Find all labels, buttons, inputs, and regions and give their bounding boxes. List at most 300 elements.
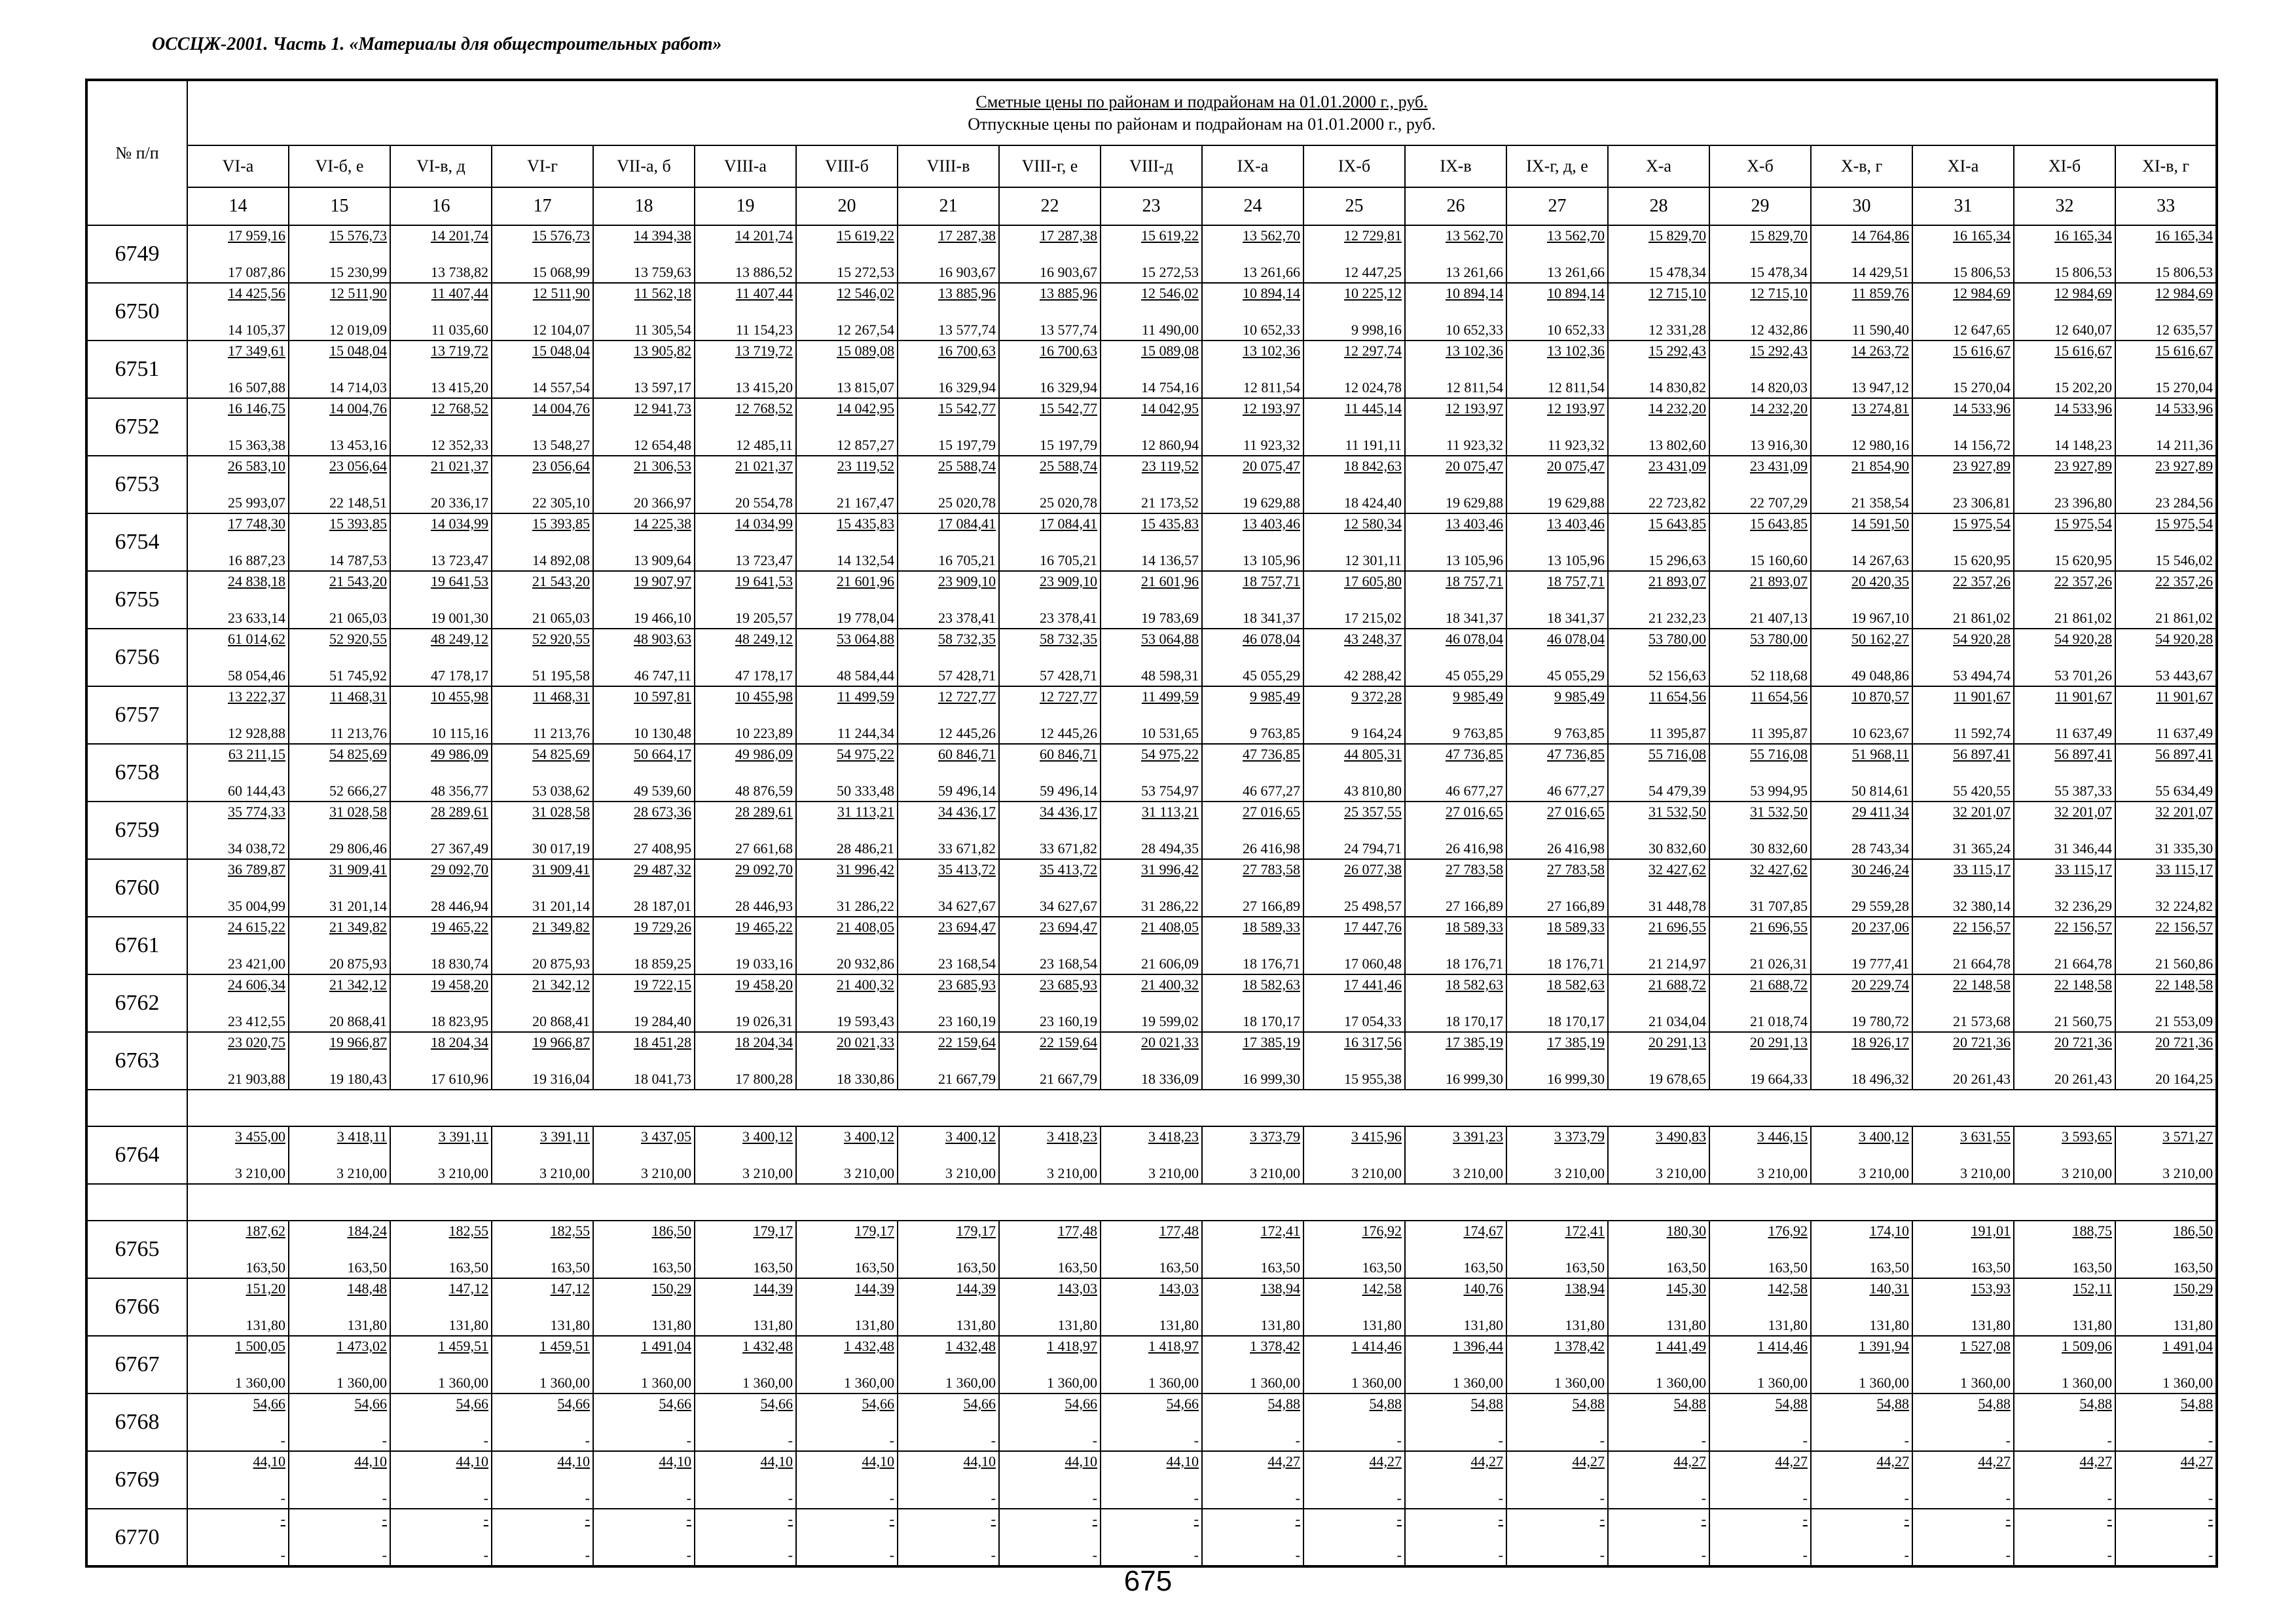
price-cell xyxy=(2014,456,2115,513)
price-cell xyxy=(1709,1393,1811,1451)
estimated-price: 51 968,11 xyxy=(1851,746,1909,762)
price-cell xyxy=(1811,571,1912,629)
estimated-price: 12 768,52 xyxy=(735,400,793,416)
estimated-price: 56 897,41 xyxy=(2155,746,2214,762)
wholesale-price: 1 360,00 xyxy=(337,1375,387,1391)
price-cell xyxy=(796,917,898,974)
price-cell xyxy=(492,917,593,974)
price-cell xyxy=(1912,974,2014,1032)
wholesale-price: - xyxy=(2208,1547,2214,1563)
estimated-price: 13 102,36 xyxy=(1243,342,1300,359)
wholesale-price: 21 861,02 xyxy=(1953,610,2011,626)
price-cell xyxy=(796,283,898,341)
estimated-price: 44,10 xyxy=(1166,1453,1199,1469)
estimated-price: 19 907,97 xyxy=(634,573,691,589)
estimated-price: 54,88 xyxy=(1876,1395,1909,1412)
price-cell xyxy=(1608,744,1709,802)
price-cell xyxy=(593,571,695,629)
estimated-price: 18 589,33 xyxy=(1243,919,1300,935)
estimated-price: 191,01 xyxy=(1971,1223,2011,1239)
estimated-price: 9 985,49 xyxy=(1554,688,1605,705)
wholesale-price: 48 598,31 xyxy=(1141,667,1199,684)
estimated-price: 31 909,41 xyxy=(532,861,590,877)
wholesale-price: 3 210,00 xyxy=(1047,1165,1097,1181)
estimated-price: 176,92 xyxy=(1362,1223,1402,1239)
wholesale-price: 163,50 xyxy=(448,1259,488,1276)
wholesale-price: 26 416,98 xyxy=(1446,840,1503,857)
price-cell xyxy=(390,917,492,974)
wholesale-price: 12 811,54 xyxy=(1547,379,1605,396)
estimated-price: 31 028,58 xyxy=(532,803,590,820)
price-cell xyxy=(1101,1509,1202,1566)
price-cell xyxy=(1202,744,1303,802)
price-cell xyxy=(2014,686,2115,744)
price-cell xyxy=(1101,1336,1202,1393)
estimated-price: 44,10 xyxy=(862,1453,894,1469)
wholesale-price: 33 671,82 xyxy=(1040,840,1097,857)
estimated-price: 10 455,98 xyxy=(735,688,793,705)
wholesale-price: 12 928,88 xyxy=(228,725,285,741)
wholesale-price: 46 677,27 xyxy=(1446,783,1503,799)
price-cell xyxy=(1405,283,1506,341)
estimated-price: 27 783,58 xyxy=(1446,861,1503,877)
wholesale-price: 10 531,65 xyxy=(1141,725,1199,741)
wholesale-price: 21 167,47 xyxy=(837,494,894,511)
wholesale-price: - xyxy=(889,1490,894,1506)
wholesale-price: 3 210,00 xyxy=(2062,1165,2112,1181)
price-cell xyxy=(1811,1032,1912,1090)
estimated-price: 3 373,79 xyxy=(1250,1128,1300,1145)
wholesale-price: 14 267,63 xyxy=(1851,552,1909,568)
price-cell xyxy=(1202,341,1303,398)
wholesale-price: 12 352,33 xyxy=(431,437,488,453)
wholesale-price: 60 144,43 xyxy=(228,783,285,799)
estimated-price: 184,24 xyxy=(347,1223,387,1239)
wholesale-price: 9 763,85 xyxy=(1554,725,1605,741)
wholesale-price: 27 166,89 xyxy=(1243,898,1300,914)
wholesale-price: 21 861,02 xyxy=(2054,610,2112,626)
price-cell xyxy=(796,398,898,456)
estimated-price: 21 306,53 xyxy=(634,458,691,474)
page-number: 675 xyxy=(1123,1565,1173,1597)
price-cell xyxy=(1506,1509,1608,1566)
price-cell xyxy=(796,1221,898,1278)
price-cell xyxy=(1608,859,1709,917)
wholesale-price: 55 420,55 xyxy=(1953,783,2011,799)
estimated-price: - xyxy=(2107,1511,2112,1527)
estimated-price: 18 842,63 xyxy=(1344,458,1402,474)
estimated-price: 19 729,26 xyxy=(634,919,691,935)
estimated-price: 13 562,70 xyxy=(1446,227,1503,244)
price-cell xyxy=(492,1032,593,1090)
estimated-price: 33 115,17 xyxy=(2054,861,2112,877)
estimated-price: 21 400,32 xyxy=(837,976,894,993)
wholesale-price: 14 820,03 xyxy=(1750,379,1808,396)
header-row-regions xyxy=(86,145,2217,187)
estimated-price: 16 317,56 xyxy=(1344,1034,1402,1050)
price-cell xyxy=(492,859,593,917)
row-number: 6766 xyxy=(86,1278,187,1336)
wholesale-price: 131,80 xyxy=(246,1317,285,1333)
estimated-price: 1 378,42 xyxy=(1250,1338,1300,1354)
price-cell xyxy=(492,1221,593,1278)
wholesale-price: - xyxy=(1498,1432,1503,1449)
wholesale-price: 3 210,00 xyxy=(945,1165,996,1181)
estimated-price: - xyxy=(1092,1511,1097,1527)
price-cell xyxy=(796,744,898,802)
wholesale-price: 14 714,03 xyxy=(329,379,387,396)
wholesale-price: 15 270,04 xyxy=(1953,379,2011,396)
wholesale-price: - xyxy=(1701,1490,1706,1506)
wholesale-price: 13 415,20 xyxy=(431,379,488,396)
estimated-price: 44,10 xyxy=(354,1453,387,1469)
price-cell xyxy=(999,513,1101,571)
estimated-price: 44,27 xyxy=(1673,1453,1706,1469)
price-cell xyxy=(390,1451,492,1509)
row-number: 6765 xyxy=(86,1221,187,1278)
estimated-price: 44,27 xyxy=(1876,1453,1909,1469)
price-cell xyxy=(593,341,695,398)
wholesale-price: 15 546,02 xyxy=(2155,552,2214,568)
wholesale-price: 22 707,29 xyxy=(1750,494,1808,511)
wholesale-price: 13 802,60 xyxy=(1649,437,1706,453)
wholesale-price: 163,50 xyxy=(1666,1259,1706,1276)
estimated-price: 28 673,36 xyxy=(634,803,691,820)
price-cell xyxy=(492,398,593,456)
estimated-price: 29 411,34 xyxy=(1851,803,1909,820)
wholesale-price: 16 999,30 xyxy=(1243,1071,1300,1087)
price-cell xyxy=(1811,1393,1912,1451)
wholesale-price: 1 360,00 xyxy=(1250,1375,1300,1391)
price-cell xyxy=(1101,974,1202,1032)
estimated-price: 55 716,08 xyxy=(1750,746,1808,762)
wholesale-price: 20 164,25 xyxy=(2155,1071,2214,1087)
wholesale-price: 11 637,49 xyxy=(2054,725,2112,741)
wholesale-price: 1 360,00 xyxy=(1148,1375,1199,1391)
estimated-price: 15 435,83 xyxy=(1141,515,1199,532)
price-cell xyxy=(390,341,492,398)
wholesale-price: 12 654,48 xyxy=(634,437,691,453)
wholesale-price: 21 664,78 xyxy=(1953,955,2011,972)
price-cell xyxy=(695,1451,796,1509)
estimated-price: 19 458,20 xyxy=(431,976,488,993)
estimated-price: 54,66 xyxy=(862,1395,894,1412)
wholesale-price: 3 210,00 xyxy=(1554,1165,1605,1181)
price-cell xyxy=(1303,1393,1405,1451)
estimated-price: 54,88 xyxy=(1572,1395,1605,1412)
price-cell xyxy=(492,1509,593,1566)
price-cell xyxy=(1912,571,2014,629)
price-cell xyxy=(1202,1221,1303,1278)
estimated-price: 15 576,73 xyxy=(532,227,590,244)
price-cell xyxy=(1303,571,1405,629)
estimated-price: 22 357,26 xyxy=(2155,573,2214,589)
estimated-price: 10 225,12 xyxy=(1344,285,1402,301)
estimated-price: 140,31 xyxy=(1869,1280,1909,1297)
price-cell xyxy=(2014,225,2115,283)
estimated-price: 3 455,00 xyxy=(235,1128,285,1145)
wholesale-price: 45 055,29 xyxy=(1547,667,1605,684)
price-cell xyxy=(1405,859,1506,917)
price-cell xyxy=(1405,1393,1506,1451)
wholesale-price: 20 868,41 xyxy=(329,1013,387,1029)
wholesale-price: 15 955,38 xyxy=(1344,1071,1402,1087)
estimated-price: 22 156,57 xyxy=(2054,919,2112,935)
estimated-price: 13 403,46 xyxy=(1547,515,1605,532)
wholesale-price: 131,80 xyxy=(651,1317,691,1333)
estimated-price: 174,10 xyxy=(1869,1223,1909,1239)
wholesale-price: 163,50 xyxy=(1869,1259,1909,1276)
price-cell xyxy=(1405,744,1506,802)
estimated-price: 44,10 xyxy=(456,1453,488,1469)
price-cell xyxy=(796,1509,898,1566)
estimated-price: 182,55 xyxy=(550,1223,590,1239)
estimated-price: 14 394,38 xyxy=(634,227,691,244)
wholesale-price: 163,50 xyxy=(854,1259,894,1276)
estimated-price: 21 601,96 xyxy=(837,573,894,589)
wholesale-price: 10 223,89 xyxy=(735,725,793,741)
price-cell xyxy=(796,225,898,283)
estimated-price: 52 920,55 xyxy=(329,631,387,647)
price-cell xyxy=(898,744,999,802)
wholesale-price: 3 210,00 xyxy=(1960,1165,2011,1181)
estimated-price: 12 546,02 xyxy=(837,285,894,301)
wholesale-price: 20 261,43 xyxy=(2054,1071,2112,1087)
estimated-price: 15 619,22 xyxy=(837,227,894,244)
wholesale-price: 16 903,67 xyxy=(938,264,996,280)
table-row xyxy=(86,1032,2217,1090)
estimated-price: 23 927,89 xyxy=(2054,458,2112,474)
wholesale-price: 3 210,00 xyxy=(641,1165,691,1181)
price-cell xyxy=(289,513,390,571)
estimated-price: 12 297,74 xyxy=(1344,342,1402,359)
estimated-price: 11 901,67 xyxy=(1953,688,2011,705)
wholesale-price: 131,80 xyxy=(1971,1317,2011,1333)
price-cell xyxy=(1912,917,2014,974)
estimated-price: 172,41 xyxy=(1565,1223,1605,1239)
estimated-price: 22 159,64 xyxy=(1040,1034,1097,1050)
wholesale-price: 11 191,11 xyxy=(1345,437,1402,453)
estimated-price: 44 805,31 xyxy=(1344,746,1402,762)
column-number: 21 xyxy=(898,187,999,225)
wholesale-price: 9 164,24 xyxy=(1351,725,1402,741)
wholesale-price: 17 610,96 xyxy=(431,1071,488,1087)
estimated-price: 140,76 xyxy=(1463,1280,1503,1297)
row-number: 6759 xyxy=(86,802,187,859)
wholesale-price: 163,50 xyxy=(2173,1259,2214,1276)
wholesale-price: 17 800,28 xyxy=(735,1071,793,1087)
price-cell xyxy=(898,686,999,744)
estimated-price: 48 249,12 xyxy=(735,631,793,647)
price-cell xyxy=(390,283,492,341)
price-cell xyxy=(289,225,390,283)
estimated-price: 15 643,85 xyxy=(1649,515,1706,532)
row-number: 6756 xyxy=(86,629,187,686)
price-cell xyxy=(289,456,390,513)
estimated-price: 21 688,72 xyxy=(1750,976,1808,993)
price-cell xyxy=(593,1032,695,1090)
wholesale-price: 16 705,21 xyxy=(1040,552,1097,568)
wholesale-price: 13 886,52 xyxy=(735,264,793,280)
wholesale-price: 46 677,27 xyxy=(1243,783,1300,799)
price-cell xyxy=(1101,341,1202,398)
estimated-price: 17 287,38 xyxy=(938,227,996,244)
estimated-price: 21 854,90 xyxy=(1851,458,1909,474)
estimated-price: 43 248,37 xyxy=(1344,631,1402,647)
estimated-price: 3 418,23 xyxy=(1047,1128,1097,1145)
wholesale-price: 30 832,60 xyxy=(1750,840,1808,857)
estimated-price: 3 571,27 xyxy=(2162,1128,2214,1145)
price-cell xyxy=(2115,1336,2217,1393)
estimated-price: - xyxy=(1599,1511,1605,1527)
estimated-price: 15 975,54 xyxy=(2054,515,2112,532)
estimated-price: 12 193,97 xyxy=(1243,400,1300,416)
estimated-price: 3 400,12 xyxy=(1859,1128,1909,1145)
estimated-price: 25 357,55 xyxy=(1344,803,1402,820)
estimated-price: 15 048,04 xyxy=(532,342,590,359)
wholesale-price: 18 176,71 xyxy=(1243,955,1300,972)
price-cell xyxy=(1709,225,1811,283)
price-cell xyxy=(999,1509,1101,1566)
estimated-price: 144,39 xyxy=(753,1280,793,1297)
price-cell xyxy=(390,1509,492,1566)
wholesale-price: 18 336,09 xyxy=(1141,1071,1199,1087)
estimated-price: 16 700,63 xyxy=(938,342,996,359)
wholesale-price: 15 620,95 xyxy=(2054,552,2112,568)
price-cell xyxy=(1303,456,1405,513)
estimated-price: 54 920,28 xyxy=(1953,631,2011,647)
price-cell xyxy=(1811,1221,1912,1278)
wholesale-price: 18 496,32 xyxy=(1851,1071,1909,1087)
estimated-price: 15 048,04 xyxy=(329,342,387,359)
estimated-price: 1 432,48 xyxy=(844,1338,894,1354)
estimated-price: 20 420,35 xyxy=(1851,573,1909,589)
wholesale-price: 18 170,17 xyxy=(1243,1013,1300,1029)
row-number: 6762 xyxy=(86,974,187,1032)
price-cell xyxy=(1303,1126,1405,1184)
price-cell xyxy=(2115,686,2217,744)
estimated-price: 23 685,93 xyxy=(938,976,996,993)
estimated-price: 15 292,43 xyxy=(1649,342,1706,359)
wholesale-price: 19 780,72 xyxy=(1851,1013,1909,1029)
wholesale-price: 18 176,71 xyxy=(1446,955,1503,972)
wholesale-price: 3 210,00 xyxy=(438,1165,488,1181)
estimated-price: 12 984,69 xyxy=(1953,285,2011,301)
estimated-price: 12 727,77 xyxy=(938,688,996,705)
price-cell xyxy=(187,917,289,974)
wholesale-price: 13 105,96 xyxy=(1547,552,1605,568)
estimated-price: 20 721,36 xyxy=(2155,1034,2214,1050)
wholesale-price: 12 301,11 xyxy=(1344,552,1402,568)
estimated-price: 23 431,09 xyxy=(1649,458,1706,474)
wholesale-price: - xyxy=(382,1490,387,1506)
wholesale-price: 131,80 xyxy=(1057,1317,1097,1333)
wholesale-price: 13 105,96 xyxy=(1446,552,1503,568)
price-cell xyxy=(390,974,492,1032)
price-cell xyxy=(1608,341,1709,398)
price-cell xyxy=(187,341,289,398)
price-cell xyxy=(796,513,898,571)
wholesale-price: - xyxy=(1396,1432,1402,1449)
wholesale-price: 21 903,88 xyxy=(228,1071,285,1087)
estimated-price: 18 757,71 xyxy=(1547,573,1605,589)
row-number: 6752 xyxy=(86,398,187,456)
price-cell xyxy=(593,686,695,744)
wholesale-price: - xyxy=(2005,1490,2011,1506)
estimated-price: 15 089,08 xyxy=(837,342,894,359)
price-cell xyxy=(289,341,390,398)
wholesale-price: - xyxy=(483,1490,488,1506)
column-number: 24 xyxy=(1202,187,1303,225)
region-header: VIII-а xyxy=(695,145,796,187)
price-cell xyxy=(1405,802,1506,859)
wholesale-price: 11 035,60 xyxy=(431,322,488,338)
price-cell xyxy=(1101,1278,1202,1336)
estimated-price: 20 291,13 xyxy=(1649,1034,1706,1050)
estimated-price: 13 222,37 xyxy=(228,688,285,705)
price-cell xyxy=(1303,629,1405,686)
table-row xyxy=(86,1221,2217,1278)
price-cell xyxy=(1709,744,1811,802)
wholesale-price: 15 270,04 xyxy=(2155,379,2214,396)
wholesale-price: 3 210,00 xyxy=(1859,1165,1909,1181)
wholesale-price: - xyxy=(2208,1490,2214,1506)
price-cell xyxy=(1101,629,1202,686)
estimated-price: 30 246,24 xyxy=(1851,861,1909,877)
price-cell xyxy=(1303,1278,1405,1336)
wholesale-price: 31 201,14 xyxy=(532,898,590,914)
region-header: VII-а, б xyxy=(593,145,695,187)
price-cell xyxy=(1912,1278,2014,1336)
price-cell xyxy=(492,744,593,802)
wholesale-price: 23 378,41 xyxy=(1040,610,1097,626)
estimated-price: 13 885,96 xyxy=(938,285,996,301)
estimated-price: 54,88 xyxy=(1775,1395,1808,1412)
estimated-price: 1 414,46 xyxy=(1351,1338,1402,1354)
price-cell xyxy=(289,1509,390,1566)
wholesale-price: 52 118,68 xyxy=(1750,667,1808,684)
price-cell xyxy=(2115,513,2217,571)
wholesale-price: 21 034,04 xyxy=(1649,1013,1706,1029)
wholesale-price: 1 360,00 xyxy=(2062,1375,2112,1391)
wholesale-price: 131,80 xyxy=(1768,1317,1808,1333)
estimated-price: 12 984,69 xyxy=(2155,285,2214,301)
estimated-price: 15 089,08 xyxy=(1141,342,1199,359)
price-cell xyxy=(390,1221,492,1278)
wholesale-price: 12 640,07 xyxy=(2054,322,2112,338)
wholesale-price: 18 823,95 xyxy=(431,1013,488,1029)
column-number: 20 xyxy=(796,187,898,225)
price-cell xyxy=(492,456,593,513)
price-cell xyxy=(1506,1221,1608,1278)
estimated-price: 138,94 xyxy=(1260,1280,1300,1297)
wholesale-price: 34 627,67 xyxy=(1040,898,1097,914)
price-cell xyxy=(1709,1032,1811,1090)
estimated-price: 14 425,56 xyxy=(228,285,285,301)
wholesale-price: 163,50 xyxy=(2072,1259,2112,1276)
estimated-price: 49 986,09 xyxy=(431,746,488,762)
price-cell xyxy=(999,571,1101,629)
wholesale-price: 163,50 xyxy=(1057,1259,1097,1276)
wholesale-price: - xyxy=(483,1547,488,1563)
price-cell xyxy=(1506,513,1608,571)
wholesale-price: 19 033,16 xyxy=(735,955,793,972)
wholesale-price: - xyxy=(991,1490,996,1506)
estimated-price: 12 715,10 xyxy=(1649,285,1706,301)
estimated-price: 18 589,33 xyxy=(1547,919,1605,935)
row-number: 6768 xyxy=(86,1393,187,1451)
price-cell xyxy=(1303,341,1405,398)
